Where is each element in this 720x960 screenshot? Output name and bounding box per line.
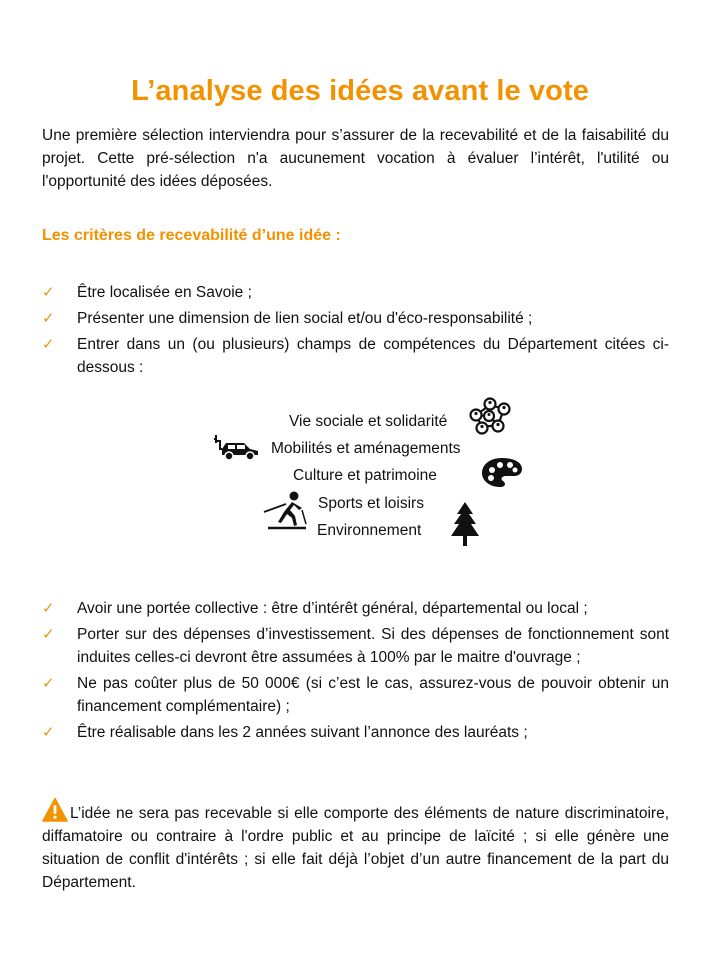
network-people-icon [466, 395, 514, 437]
criteria-item: ✓ Être réalisable dans les 2 années suivant l’annonce des lauréats ; [42, 721, 669, 744]
criteria-item: ✓ Entrer dans un (ou plusieurs) champs de compétences du Département citées ci-dessous : [42, 335, 669, 376]
palette-icon [480, 456, 524, 490]
criteria-item: ✓ Avoir une portée collective : être d’intérêt général, départemental ou local ; [42, 597, 669, 620]
criteria-heading: Les critères de recevabilité d’une idée : [42, 227, 341, 244]
check-icon: ✓ [42, 335, 55, 353]
criteria-item: ✓ Présenter une dimension de lien social et/ou d'éco-responsabilité ; [42, 307, 669, 330]
criteria-list-second [42, 597, 669, 747]
check-icon: ✓ [42, 625, 55, 643]
criteria-item: ✓ Porter sur des dépenses d’investissement. Si des dépenses de fonctionnement sont induites celles-ci devront être assumées à 100% par le maitre d'ouvrage ; [42, 625, 669, 666]
domain-mobilites: Mobilités et aménagements [271, 440, 461, 457]
warning-text: L’idée ne sera pas recevable si elle comporte des éléments de nature discriminatoire, diffamatoire ou contraire à l'ordre public et au principe de laïcité ; si elle génère une situation de conflit d'intérêts ; si elle fait déjà l’objet d’un autre financement de la part du Département. [42, 805, 669, 891]
criteria-item: ✓ Ne pas coûter plus de 50 000€ (si c’est le cas, assurez-vous de pouvoir obtenir un financement complémentaire) ; [42, 674, 669, 715]
criteria-list-first [42, 281, 669, 382]
domain-environnement: Environnement [317, 522, 422, 539]
domain-sports: Sports et loisirs [318, 495, 424, 512]
check-icon: ✓ [42, 283, 55, 301]
tree-icon [449, 500, 481, 548]
electric-car-icon [212, 433, 260, 463]
page-title: L’analyse des idées avant le vote [131, 75, 589, 108]
criteria-item: ✓ Être localisée en Savoie ; [42, 281, 669, 304]
warning-paragraph [42, 797, 669, 894]
warning-icon [42, 797, 68, 823]
intro-paragraph: Une première sélection interviendra pour s’assurer de la recevabilité et de la faisabilité du projet. Cette pré-sélection n'a aucunement vocation à évaluer l’intérêt, l'utilité ou l'opportunité des idées déposées. [42, 127, 669, 190]
skier-icon [262, 490, 310, 532]
check-icon: ✓ [42, 674, 55, 692]
domain-vie-sociale: Vie sociale et solidarité [289, 413, 448, 430]
check-icon: ✓ [42, 309, 55, 327]
check-icon: ✓ [42, 599, 55, 617]
domain-culture: Culture et patrimoine [293, 467, 437, 484]
check-icon: ✓ [42, 723, 55, 741]
